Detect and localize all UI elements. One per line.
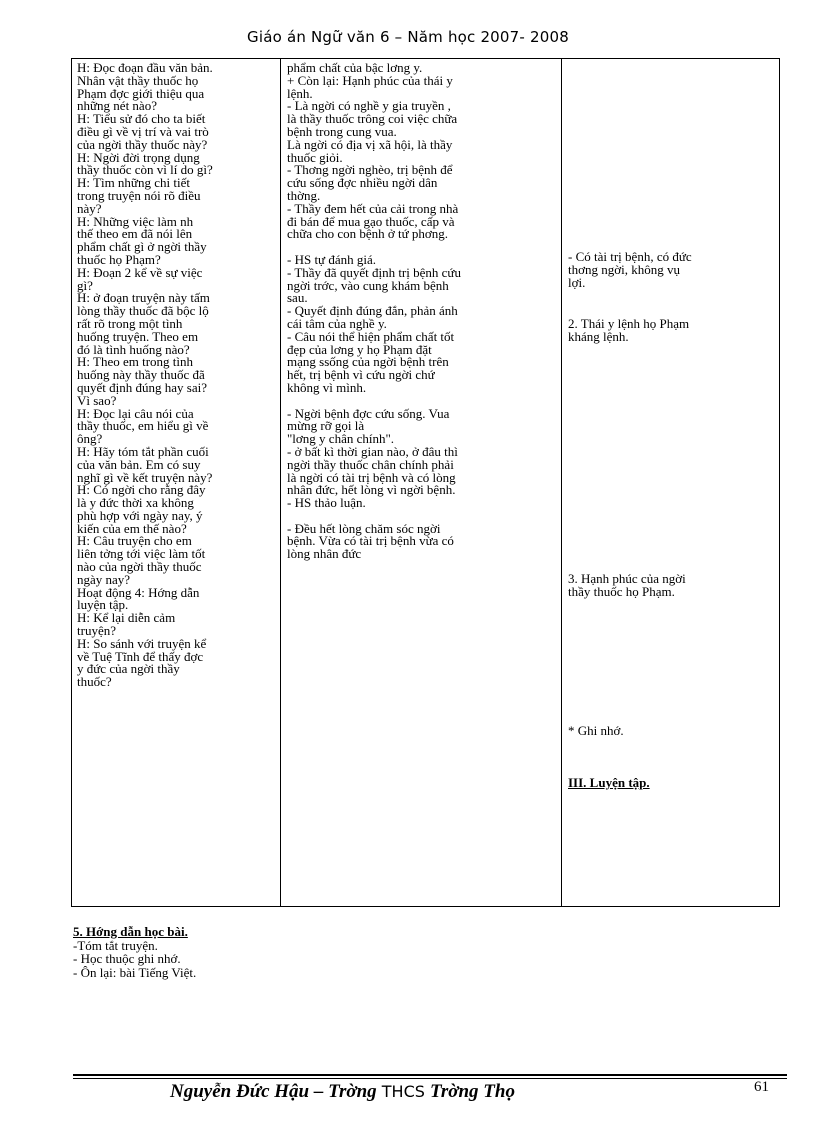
question-line: Vì sao? bbox=[77, 392, 117, 408]
question-line: luyện tập. bbox=[77, 597, 129, 613]
question-line: H: Có ngời cho rằng đây bbox=[77, 482, 206, 498]
question-line: y đức của ngời thầy bbox=[77, 661, 180, 677]
answer-line: đi bán để mua gạo thuốc, cấp và bbox=[287, 213, 455, 229]
answer-line: - HS thảo luận. bbox=[287, 495, 366, 511]
lesson-content-column bbox=[562, 59, 778, 906]
question-line: H: Những việc làm nh bbox=[77, 213, 194, 229]
answer-line: thuốc giỏi. bbox=[287, 149, 343, 165]
question-line: là y đức thời xa không bbox=[77, 495, 194, 511]
question-line: của ngời thầy thuốc này? bbox=[77, 136, 208, 152]
question-line: H: Câu truyện cho em bbox=[77, 533, 192, 549]
question-line: H: Tìm những chi tiết bbox=[77, 175, 190, 191]
answer-line: - Câu nói thể hiện phẩm chất tốt bbox=[287, 328, 455, 344]
question-line: H: Tiểu sử đó cho ta biết bbox=[77, 111, 206, 127]
question-line: thuốc? bbox=[77, 674, 112, 690]
answer-line: - ở bất kì thời gian nào, ở đâu thì bbox=[287, 443, 458, 459]
answer-line: thờng. bbox=[287, 187, 321, 203]
question-line: Nhân vật thầy thuốc họ bbox=[77, 72, 199, 88]
question-line: trong truyện nói rõ điều bbox=[77, 187, 201, 203]
answer-line: sau. bbox=[287, 290, 308, 306]
answer-line: - Thầy đã quyết định trị bệnh cứu bbox=[287, 264, 461, 280]
question-line: thế theo em đã nói lên bbox=[77, 226, 193, 242]
footer-school: THCS bbox=[376, 1082, 430, 1101]
answer-line: - Đều hết lòng chăm sóc ngời bbox=[287, 520, 441, 536]
question-line: ông? bbox=[77, 431, 103, 447]
question-line: của văn bản. Em có suy bbox=[77, 456, 201, 472]
answer-line: - Thơng ngời nghèo, trị bệnh để bbox=[287, 162, 453, 178]
page-number: 61 bbox=[754, 1079, 769, 1095]
question-line: lòng thầy thuốc đã bộc lộ bbox=[77, 303, 209, 319]
question-line: huống truyện. Theo em bbox=[77, 328, 199, 344]
answer-line: là ngời có tài trị bệnh và có lòng bbox=[287, 469, 456, 485]
answer-line: không vì mình. bbox=[287, 379, 367, 395]
footer-divider bbox=[73, 1078, 787, 1079]
answer-line: - Là ngời có nghề y gia truyền , bbox=[287, 98, 451, 114]
question-line: H: Đọc lại câu nói của bbox=[77, 405, 194, 421]
answer-line: là thầy thuốc trông coi việc chữa bbox=[287, 111, 458, 127]
answer-line: ngời trớc, vào cung khám bệnh bbox=[287, 277, 449, 293]
content-line: kháng lệnh. bbox=[568, 328, 629, 344]
answer-line: - Thầy đem hết của cải trong nhà bbox=[287, 200, 459, 216]
answer-line: - HS tự đánh giá. bbox=[287, 251, 377, 267]
answer-line: ngời thầy thuốc chân chính phải bbox=[287, 456, 454, 472]
content-line: thầy thuốc họ Phạm. bbox=[568, 583, 675, 599]
question-line: H: Đọc đoạn đầu văn bản. bbox=[77, 60, 213, 75]
question-line: gì? bbox=[77, 277, 93, 293]
page-footer bbox=[170, 1081, 515, 1103]
question-line: Phạm đợc giới thiệu qua bbox=[77, 85, 205, 101]
question-line: H: Đoạn 2 kể về sự việc bbox=[77, 264, 203, 280]
answer-line: cứu sống đợc nhiều ngời dân bbox=[287, 175, 438, 191]
content-line: 2. Thái y lệnh họ Phạm bbox=[568, 316, 690, 331]
question-line: H: ở đoạn truyện này tấm bbox=[77, 290, 210, 306]
question-line: liên tởng tới việc làm tốt bbox=[77, 546, 206, 562]
instruction-item: - Học thuộc ghi nhớ. bbox=[73, 951, 181, 966]
question-line: thuốc họ Phạm? bbox=[77, 251, 161, 267]
answer-line: phẩm chất của bậc lơng y. bbox=[287, 60, 423, 75]
question-line: H: Hãy tóm tắt phần cuối bbox=[77, 443, 209, 459]
answer-line: nhân đức, hết lòng vì ngời bệnh. bbox=[287, 482, 456, 498]
question-line: nghĩ gì về kết truyện này? bbox=[77, 469, 213, 485]
answer-line: bệnh. Vừa có tài trị bệnh vừa có bbox=[287, 533, 454, 549]
answer-line: hết, trị bệnh vì cứu ngời chứ bbox=[287, 367, 435, 383]
content-line: thơng ngời, không vụ bbox=[568, 261, 680, 277]
question-line: truyện? bbox=[77, 623, 116, 639]
footer-divider bbox=[73, 1074, 787, 1076]
question-line: nào của ngời thầy thuốc bbox=[77, 559, 202, 575]
question-line: phẩm chất gì ở ngời thầy bbox=[77, 239, 207, 255]
question-line: rất rõ trong một tình bbox=[77, 315, 183, 331]
question-line: H: Kể lại diễn cảm bbox=[77, 610, 176, 626]
question-line: kiến của em thế nào? bbox=[77, 520, 187, 536]
answer-line: bệnh trong cung vua. bbox=[287, 123, 397, 139]
question-line: thầy thuốc, em hiểu gì về bbox=[77, 418, 209, 434]
content-line: lợi. bbox=[568, 274, 586, 290]
question-line: đó là tình huống nào? bbox=[77, 341, 190, 357]
page-header: Giáo án Ngữ văn 6 – Năm học 2007- 2008 bbox=[247, 28, 569, 46]
lesson-table bbox=[71, 58, 780, 907]
question-line: quyết định đúng hay sai? bbox=[77, 379, 207, 395]
question-line: H: Ngời đời trọng dụng bbox=[77, 149, 200, 165]
question-line: Hoạt động 4: Hớng dẫn bbox=[77, 584, 200, 600]
ghi-nho-label: * Ghi nhớ. bbox=[568, 723, 624, 738]
answer-line: Là ngời có địa vị xã hội, là thầy bbox=[287, 136, 453, 152]
question-line: ngày nay? bbox=[77, 571, 131, 587]
teacher-questions-column bbox=[72, 59, 281, 906]
question-line: H: So sánh với truyện kể bbox=[77, 635, 207, 651]
question-line: huống này thầy thuốc đã bbox=[77, 367, 205, 383]
answer-line: - Quyết định đúng đắn, phản ánh bbox=[287, 303, 458, 319]
question-line: về Tuệ Tĩnh để thấy đợc bbox=[77, 648, 204, 664]
answer-line: - Ngời bệnh đợc cứu sống. Vua bbox=[287, 405, 450, 421]
footer-school-name: Trờng Thọ bbox=[429, 1081, 515, 1102]
answer-line: đẹp của lơng y họ Phạm đặt bbox=[287, 341, 432, 357]
answer-line: lệnh. bbox=[287, 85, 313, 101]
answer-line: "lơng y chân chính". bbox=[287, 431, 395, 447]
answer-line: mừng rỡ gọi là bbox=[287, 418, 365, 434]
question-line: H: Theo em trong tình bbox=[77, 354, 194, 370]
question-line: phù hợp với ngày nay, ý bbox=[77, 507, 203, 523]
instruction-item: - Ôn lại: bài Tiếng Việt. bbox=[73, 964, 197, 980]
student-answers-column bbox=[281, 59, 562, 906]
answer-line: + Còn lại: Hạnh phúc của thái y bbox=[287, 72, 453, 88]
question-line: thầy thuốc còn vì lí do gì? bbox=[77, 162, 213, 178]
answer-line: lòng nhân đức bbox=[287, 546, 362, 562]
footer-author: Nguyễn Đức Hậu – Trờng bbox=[170, 1081, 377, 1102]
question-line: này? bbox=[77, 200, 102, 216]
content-line: 3. Hạnh phúc của ngời bbox=[568, 571, 686, 586]
answer-line: mạng ssống của ngời bệnh trên bbox=[287, 354, 449, 370]
instructions-heading: 5. Hớng dẫn học bài. bbox=[73, 924, 188, 939]
question-line: những nét nào? bbox=[77, 98, 157, 114]
content-line: - Có tài trị bệnh, có đức bbox=[568, 249, 692, 264]
answer-line: chữa cho con bệnh ở tứ phơng. bbox=[287, 226, 449, 242]
answer-line: cái tâm của nghề y. bbox=[287, 315, 387, 331]
luyen-tap-heading: III. Luyện tập. bbox=[568, 775, 650, 790]
instruction-item: -Tóm tắt truyện. bbox=[73, 937, 158, 953]
question-line: điều gì về vị trí và vai trò bbox=[77, 123, 209, 139]
homework-instructions bbox=[73, 925, 196, 979]
